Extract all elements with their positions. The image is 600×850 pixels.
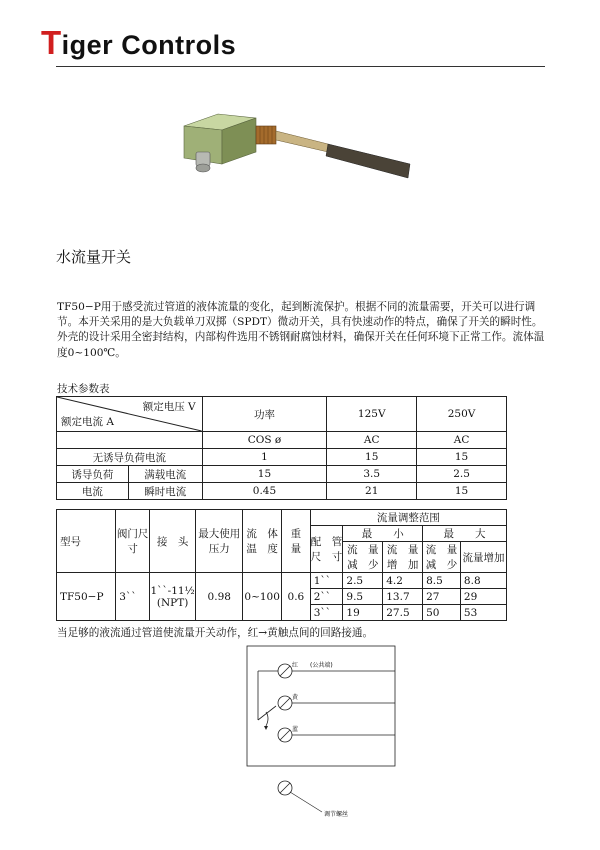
logo-initial: T (41, 24, 62, 61)
blue-label: 蓝 (292, 726, 299, 733)
connector-value (149, 573, 195, 621)
params-table-caption: 技术参数表 (57, 383, 110, 395)
max-dec-value: 50 (423, 605, 461, 621)
v250-value: 2.5 (417, 466, 507, 483)
operation-note: 当足够的液流通过管道使流量开关动作，红→黄触点间的回路接通。 (57, 627, 374, 639)
row-label-group: 诱导负荷 (57, 466, 129, 483)
flow-switch-photo (178, 100, 418, 190)
min-dec-value: 2.5 (343, 573, 383, 589)
wiring-diagram (230, 640, 410, 840)
max-inc-value: 53 (460, 605, 506, 621)
table-row (57, 449, 507, 466)
connector-header: 接 头 (149, 510, 195, 573)
power-value: 15 (202, 466, 327, 483)
v250-value: 15 (417, 449, 507, 466)
max-inc-value: 29 (460, 589, 506, 605)
brand-logo (41, 24, 236, 62)
pressure-value: 0.98 (196, 573, 243, 621)
voltage-250-header: 250V (417, 397, 507, 432)
ac-cell: AC (417, 432, 507, 449)
min-header: 最 小 (343, 526, 423, 542)
flow-range-header: 流量调整范围 (310, 510, 506, 526)
row-label: 无诱导负荷电流 (57, 449, 203, 466)
max-dec-value: 8.5 (423, 573, 461, 589)
max-decrease-header: 流 量减 少 (423, 542, 461, 573)
v125-value: 15 (327, 449, 417, 466)
cos-cell: COS ø (202, 432, 327, 449)
table-row (57, 510, 507, 526)
temp-value: 0~100 (243, 573, 282, 621)
v250-value: 15 (417, 483, 507, 500)
rated-voltage-label: 额定电压 V (142, 401, 196, 413)
row-label: 瞬时电流 (128, 483, 202, 500)
adjust-screw-label: 调节螺丝 (324, 811, 349, 818)
valve-size-value: 3`` (116, 573, 150, 621)
product-description: TF50−P用于感受流过管道的液体流量的变化，起到断流保护。根据不同的流量需要，开关可以进行调节。本开关采用的是大负载单刀双掷（SPDT）微动开关，具有快速动作的特点，确保了开关的瞬时性。外壳的设计采用全密封结构，内部构件选用不锈钢耐腐蚀材料，确保开关在任何环境下正常工作。流体温度0~100℃。 (57, 301, 545, 359)
model-header: 型号 (57, 510, 116, 573)
row-label-group: 电流 (57, 483, 129, 500)
min-dec-value: 19 (343, 605, 383, 621)
max-increase-header: 流量增加 (460, 542, 506, 573)
yellow-label: 黄 (292, 694, 299, 701)
ac-cell: AC (327, 432, 417, 449)
weight-header: 重 量 (282, 510, 311, 573)
weight-value: 0.6 (282, 573, 311, 621)
empty-cell (57, 432, 203, 449)
connector-standard: (NPT) (156, 596, 189, 609)
pipe-value: 1`` (310, 573, 343, 589)
min-inc-value: 4.2 (383, 573, 423, 589)
power-value: 1 (202, 449, 327, 466)
diagonal-header-cell (57, 397, 203, 432)
pipe-value: 2`` (310, 589, 343, 605)
pipe-size-header: 配 管尺 寸 (310, 526, 343, 573)
header-divider (56, 66, 545, 67)
table-row (57, 573, 507, 589)
row-label: 满载电流 (128, 466, 202, 483)
v125-value: 3.5 (327, 466, 417, 483)
table-row (57, 483, 507, 500)
model-value: TF50−P (57, 573, 116, 621)
fluid-temp-header: 流 体温 度 (243, 510, 282, 573)
electrical-params-table (56, 396, 507, 500)
valve-size-header: 阀门尺寸 (116, 510, 150, 573)
max-pressure-header: 最大使用压力 (196, 510, 243, 573)
power-header: 功率 (202, 397, 327, 432)
v125-value: 21 (327, 483, 417, 500)
min-decrease-header: 流 量减 少 (343, 542, 383, 573)
table-row (57, 466, 507, 483)
product-title: 水流量开关 (56, 248, 132, 266)
min-dec-value: 9.5 (343, 589, 383, 605)
flow-spec-table (56, 509, 507, 621)
power-value: 0.45 (202, 483, 327, 500)
logo-text: iger Controls (61, 30, 237, 60)
max-header: 最 大 (423, 526, 507, 542)
max-dec-value: 27 (423, 589, 461, 605)
max-inc-value: 8.8 (460, 573, 506, 589)
voltage-125-header: 125V (327, 397, 417, 432)
min-increase-header: 流 量增 加 (383, 542, 423, 573)
min-inc-value: 27.5 (383, 605, 423, 621)
red-label: 红 (292, 662, 299, 669)
min-inc-value: 13.7 (383, 589, 423, 605)
table-row (57, 432, 507, 449)
rated-current-label: 额定电流 A (61, 416, 114, 428)
common-label: (公共端) (310, 662, 333, 669)
pipe-value: 3`` (310, 605, 343, 621)
connector-thread: 1``-11½ (150, 584, 195, 597)
